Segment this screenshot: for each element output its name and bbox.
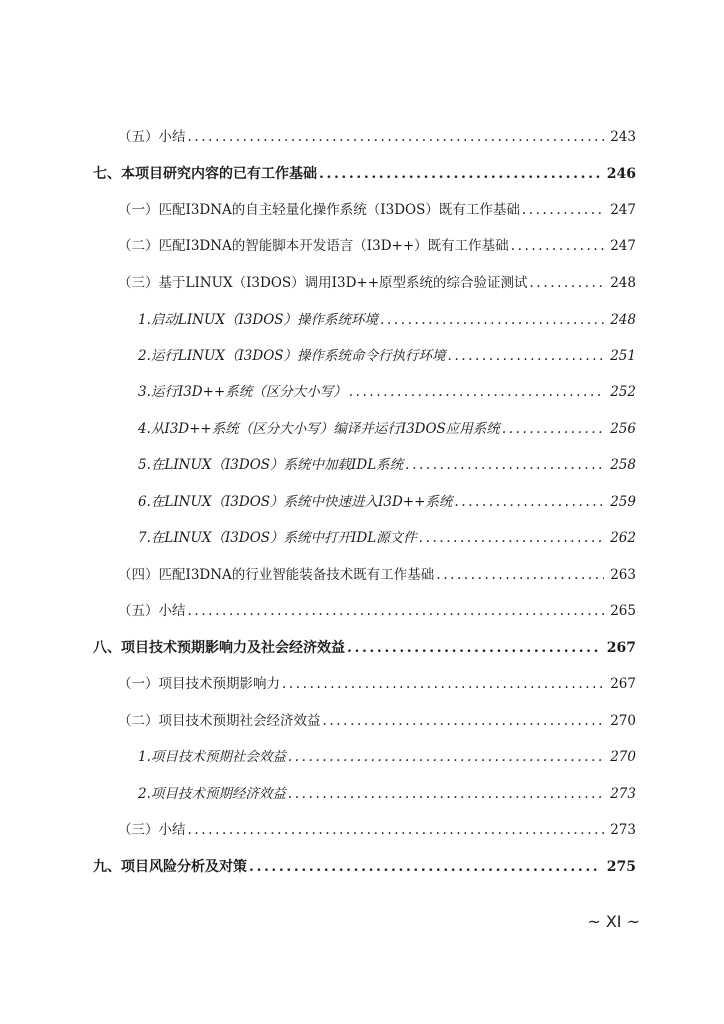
toc-leader-dots — [405, 455, 604, 475]
toc-entry[interactable] — [138, 346, 636, 366]
toc-leader-dots — [522, 200, 604, 220]
toc-entry[interactable] — [138, 528, 636, 548]
toc-entry[interactable] — [118, 820, 636, 840]
toc-entry-label: 1.项目技术预期社会效益 — [138, 749, 286, 765]
toc-entry-page: 273 — [610, 786, 636, 802]
toc-entry-label: （一）匹配I3DNA的自主轻量化操作系统（I3DOS）既有工作基础 — [118, 202, 520, 218]
toc-entry-page: 247 — [610, 202, 636, 218]
toc-entry-label: 2.项目技术预期经济效益 — [138, 786, 286, 802]
toc-entry-page: 256 — [610, 421, 636, 437]
toc-entry-page: 252 — [610, 384, 636, 400]
toc-entry[interactable] — [93, 164, 636, 184]
toc-entry[interactable] — [93, 638, 636, 658]
toc-entry[interactable] — [138, 747, 636, 767]
toc-entry-label: 6.在LINUX（I3DOS）系统中快速进入I3D++系统 — [138, 494, 453, 510]
toc-entry[interactable] — [118, 565, 636, 585]
toc-entry[interactable] — [138, 455, 636, 475]
toc-entry[interactable] — [138, 382, 636, 402]
toc-entry-page: 273 — [610, 822, 636, 838]
toc-entry-label: （一）项目技术预期影响力 — [118, 676, 280, 692]
toc-leader-dots — [288, 747, 604, 767]
toc-leader-dots — [530, 273, 605, 293]
toc-entry[interactable] — [93, 857, 636, 877]
toc-entry-label: 5.在LINUX（I3DOS）系统中加载IDL系统 — [138, 457, 404, 473]
toc-entry[interactable] — [138, 784, 636, 804]
toc-entry-label: 3.运行I3D++系统（区分大小写） — [138, 384, 347, 400]
toc-entry[interactable] — [118, 674, 636, 694]
toc-leader-dots — [347, 638, 601, 658]
toc-leader-dots — [323, 711, 605, 731]
toc-entry-page: 263 — [610, 567, 636, 583]
toc-entry-label: （四）匹配I3DNA的行业智能装备技术既有工作基础 — [118, 567, 435, 583]
toc-entry-page: 251 — [610, 348, 636, 364]
toc-entry-label: 九、项目风险分析及对策 — [93, 859, 247, 875]
toc-entry-label: （五）小结 — [118, 603, 186, 619]
toc-entry[interactable] — [118, 273, 636, 293]
toc-entry-label: 4.从I3D++系统（区分大小写）编译并运行I3DOS应用系统 — [138, 421, 500, 437]
toc-entry-label: 七、本项目研究内容的已有工作基础 — [93, 166, 317, 182]
toc-entry[interactable] — [118, 200, 636, 220]
toc-leader-dots — [511, 236, 605, 256]
toc-entry-page: 275 — [606, 859, 636, 875]
toc-leader-dots — [319, 164, 601, 184]
toc-entry-label: （二）项目技术预期社会经济效益 — [118, 713, 321, 729]
toc-entry-label: （二）匹配I3DNA的智能脚本开发语言（I3D++）既有工作基础 — [118, 238, 509, 254]
toc-entry-label: （三）小结 — [118, 822, 186, 838]
toc-entry-page: 258 — [610, 457, 636, 473]
toc-entry-page: 259 — [610, 494, 636, 510]
toc-entry[interactable] — [118, 711, 636, 731]
toc-leader-dots — [419, 528, 605, 548]
toc-entry-page: 243 — [610, 129, 636, 145]
toc-leader-dots — [249, 857, 601, 877]
toc-leader-dots — [502, 419, 604, 439]
toc-leader-dots — [454, 492, 604, 512]
toc-entry[interactable] — [138, 419, 636, 439]
toc-leader-dots — [188, 127, 605, 147]
toc-entry-label: 2.运行LINUX（I3DOS）操作系统命令行执行环境 — [138, 348, 446, 364]
toc-entry-label: 1.启动LINUX（I3DOS）操作系统环境 — [138, 312, 379, 328]
toc-entry-page: 265 — [610, 603, 636, 619]
toc-entry-page: 270 — [610, 749, 636, 765]
toc-leader-dots — [448, 346, 605, 366]
toc-entry[interactable] — [118, 601, 636, 621]
toc-entry-page: 246 — [606, 166, 636, 182]
toc-entry[interactable] — [138, 310, 636, 330]
toc-leader-dots — [436, 565, 604, 585]
toc-leader-dots — [282, 674, 604, 694]
toc-entry-label: 7.在LINUX（I3DOS）系统中打开IDL源文件 — [138, 530, 417, 546]
toc-entry[interactable] — [118, 236, 636, 256]
page-number: ~ XI ~ — [587, 912, 640, 931]
toc-entry-label: 八、项目技术预期影响力及社会经济效益 — [93, 640, 345, 656]
toc-entry-page: 262 — [610, 530, 636, 546]
toc-entry[interactable] — [118, 127, 636, 147]
toc-leader-dots — [188, 601, 605, 621]
toc-leader-dots — [380, 310, 604, 330]
toc-leader-dots — [288, 784, 604, 804]
toc-entry-label: （三）基于LINUX（I3DOS）调用I3D++原型系统的综合验证测试 — [118, 275, 528, 291]
toc-entry-page: 270 — [610, 713, 636, 729]
toc-entry-page: 248 — [610, 312, 636, 328]
toc-entry[interactable] — [138, 492, 636, 512]
toc-leader-dots — [349, 382, 604, 402]
toc-entry-page: 248 — [610, 275, 636, 291]
toc-entry-page: 267 — [610, 676, 636, 692]
toc-leader-dots — [188, 820, 605, 840]
toc-entry-page: 267 — [606, 640, 636, 656]
toc-entry-label: （五）小结 — [118, 129, 186, 145]
toc-entry-page: 247 — [610, 238, 636, 254]
